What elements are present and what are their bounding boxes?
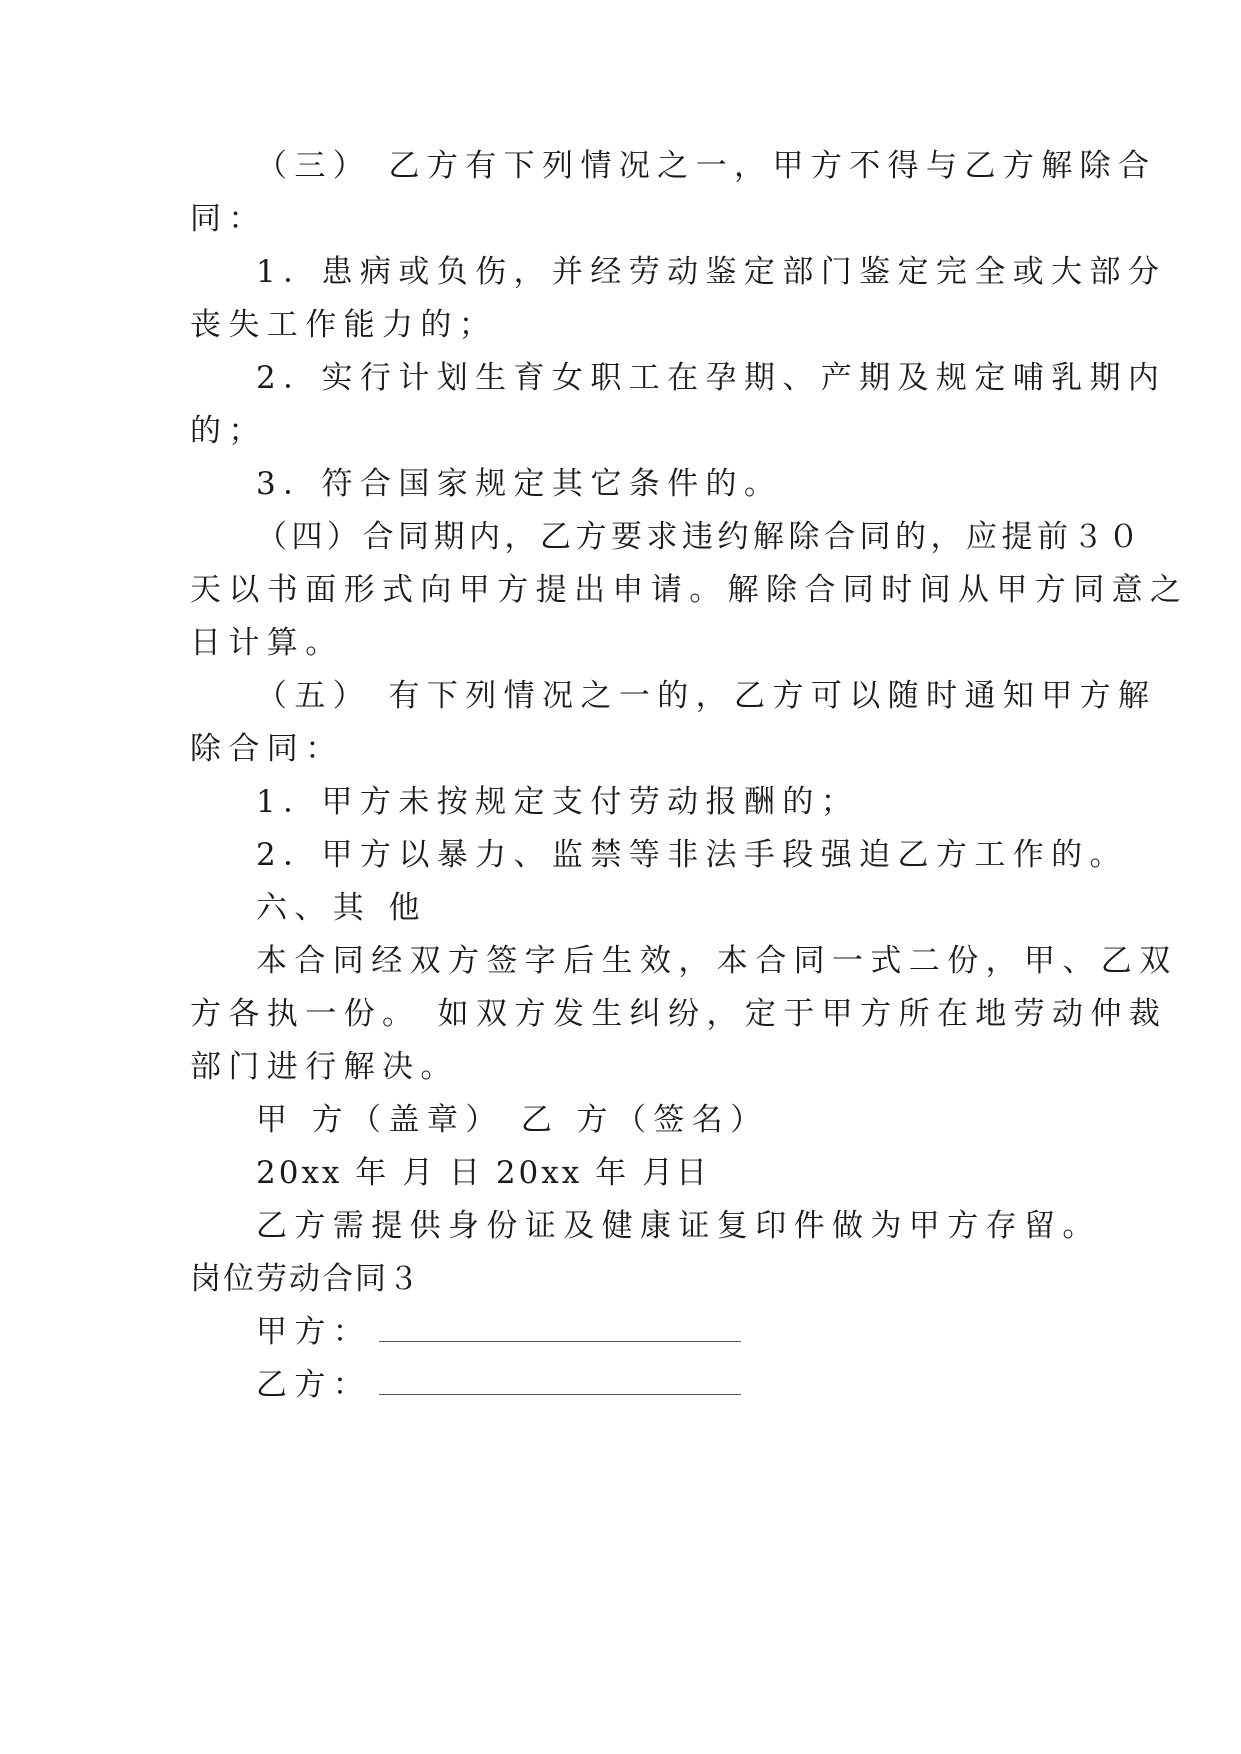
section6-para-line1: 本合同经双方签字后生效，本合同一式二份，甲、乙双 [256,943,1178,979]
section3-heading-line1: （三） 乙方有下列情况之一，甲方不得与乙方解除合 [256,148,1157,184]
section3-item2-line2: 的； [190,413,267,449]
party-a-label: 甲方： [256,1314,372,1350]
section5-heading-line1: （五） 有下列情况之一的，乙方可以随时通知甲方解 [256,678,1157,714]
section3-item1-line2: 丧失工作能力的； [190,307,498,343]
section4-line3: 日计算。 [190,625,344,661]
section3-item3: 3．符合国家规定其它条件的。 [256,466,783,502]
party-a-blank [379,1317,741,1342]
section6-para-line3: 部门进行解决。 [190,1049,459,1085]
section3-heading-line2: 同： [190,201,267,237]
signature-note: 乙方需提供身份证及健康证复印件做为甲方存留。 [256,1208,1101,1244]
section6-heading: 六、其 他 [256,890,427,926]
party-b-label: 乙方： [256,1367,372,1403]
section3-item2-line1: 2．实行计划生育女职工在孕期、产期及规定哺乳期内 [256,360,1167,396]
party-b-blank [379,1370,741,1395]
section4-line2: 天以书面形式向甲方提出申请。解除合同时间从甲方同意之 [190,572,1189,608]
section6-para-line2: 方各执一份。 如双方发生纠纷，定于甲方所在地劳动仲裁 [190,996,1168,1032]
section4-line1: （四）合同期内，乙方要求违约解除合同的，应提前３０ [256,519,1144,555]
section5-item1: 1．甲方未按规定支付劳动报酬的； [256,784,860,820]
section5-item2: 2．甲方以暴力、监禁等非法手段强迫乙方工作的。 [256,837,1128,873]
signature-dates: 20xx 年 月 日 20xx 年 月日 [256,1155,710,1191]
section3-item1-line1: 1．患病或负伤，并经劳动鉴定部门鉴定完全或大部分 [256,254,1167,290]
contract3-title: 岗位劳动合同３ [190,1261,421,1297]
party-b-row [256,1365,1116,1405]
party-a-row [256,1312,1116,1352]
signature-parties: 甲 方（盖章） 乙 方（签名） [256,1102,769,1138]
section5-heading-line2: 除合同： [190,731,344,767]
